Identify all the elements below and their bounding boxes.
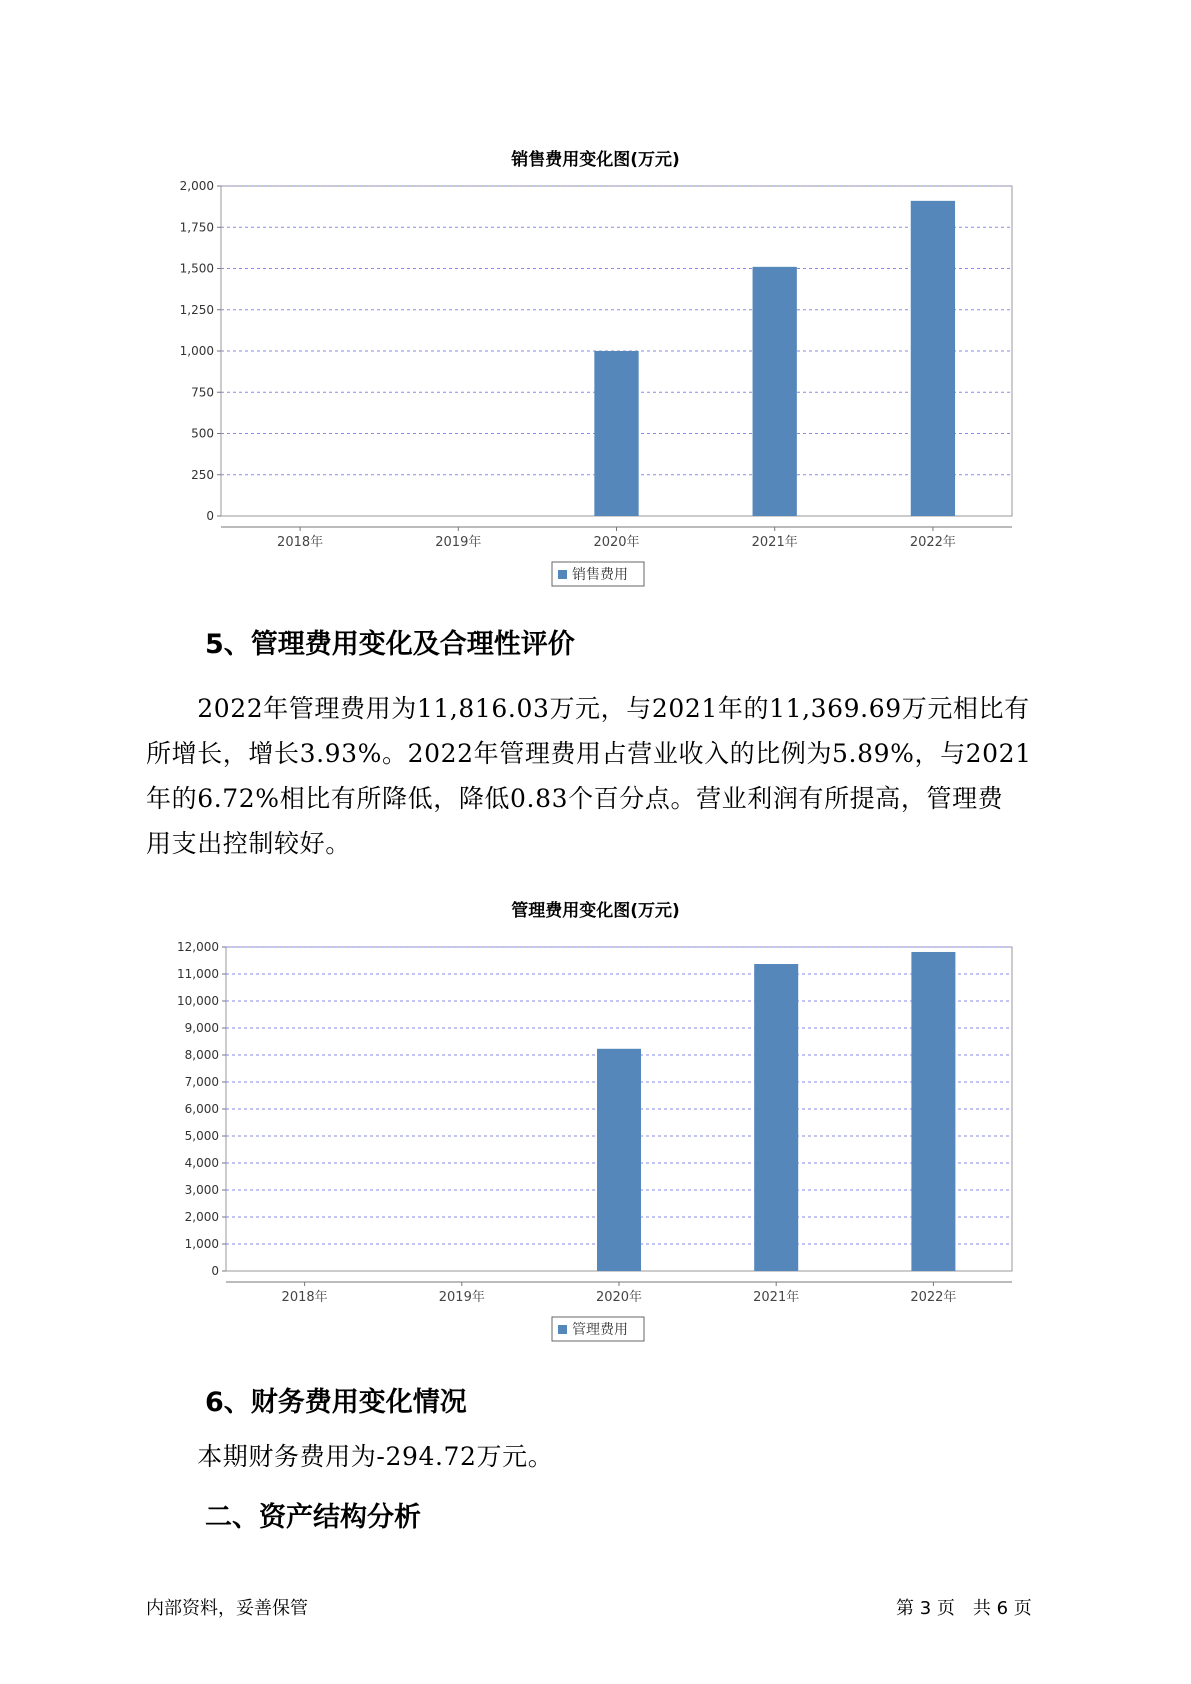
y-tick-label: 0 <box>211 1264 219 1278</box>
paragraph-line: 所增长，增长3.93%。2022年管理费用占营业收入的比例为5.89%，与2021 <box>146 739 1032 768</box>
x-tick-label: 2022年 <box>910 1290 957 1305</box>
bar <box>597 1049 641 1271</box>
x-tick-label: 2019年 <box>438 1290 485 1305</box>
x-tick-label: 2019年 <box>435 535 482 550</box>
y-tick-label: 12,000 <box>177 940 219 954</box>
y-tick-label: 500 <box>191 426 214 441</box>
y-tick-label: 8,000 <box>184 1048 219 1062</box>
paragraph-line: 用支出控制较好。 <box>146 829 351 858</box>
bar <box>911 201 955 516</box>
section-asset-structure-heading: 二、资产结构分析 <box>205 1502 421 1533</box>
y-tick-label: 7,000 <box>184 1075 219 1089</box>
paragraph-line: 2022年管理费用为11,816.03万元，与2021年的11,369.69万元相比有 <box>146 694 1030 723</box>
y-tick-label: 4,000 <box>184 1156 219 1170</box>
sales-expense-chart-title: 销售费用变化图(万元) <box>511 150 680 170</box>
bar <box>753 267 797 516</box>
y-tick-label: 9,000 <box>184 1021 219 1035</box>
sales-expense-chart <box>0 0 1191 600</box>
y-tick-label: 11,000 <box>177 967 219 981</box>
section-5-paragraph <box>146 686 1046 866</box>
bar <box>754 964 798 1271</box>
paragraph-line: 年的6.72%相比有所降低，降低0.83个百分点。营业利润有所提高，管理费 <box>146 784 1004 813</box>
chart-legend <box>552 562 644 586</box>
footer-confidential-note: 内部资料，妥善保管 <box>146 1598 308 1619</box>
admin-expense-chart-title: 管理费用变化图(万元) <box>511 901 680 921</box>
legend-swatch <box>558 570 567 579</box>
footer-page-number: 第 3 页 共 6 页 <box>896 1598 1032 1619</box>
bar <box>594 351 638 516</box>
x-tick-label: 2022年 <box>909 535 956 550</box>
chart-legend <box>552 1317 644 1341</box>
section-6-text: 本期财务费用为-294.72万元。 <box>146 1442 554 1471</box>
y-tick-label: 2,000 <box>184 1210 219 1224</box>
y-tick-label: 1,000 <box>184 1237 219 1251</box>
y-tick-label: 10,000 <box>177 994 219 1008</box>
bar <box>911 952 955 1271</box>
x-tick-label: 2020年 <box>595 1290 643 1305</box>
x-tick-label: 2018年 <box>281 1290 328 1305</box>
y-tick-label: 750 <box>191 385 214 400</box>
y-tick-label: 1,000 <box>179 344 214 358</box>
admin-expense-chart <box>0 920 1191 1360</box>
y-tick-label: 0 <box>206 509 214 523</box>
y-tick-label: 1,250 <box>179 302 214 317</box>
x-tick-label: 2021年 <box>753 1290 800 1305</box>
x-tick-label: 2021年 <box>751 535 798 550</box>
legend-label: 管理费用 <box>572 1322 628 1338</box>
section-5-heading: 5、管理费用变化及合理性评价 <box>205 629 575 660</box>
x-tick-label: 2018年 <box>277 535 324 550</box>
y-tick-label: 250 <box>191 467 214 482</box>
legend-label: 销售费用 <box>572 567 628 583</box>
section-6-heading: 6、财务费用变化情况 <box>205 1387 467 1418</box>
y-tick-label: 6,000 <box>184 1102 219 1116</box>
x-tick-label: 2020年 <box>593 535 640 550</box>
y-tick-label: 3,000 <box>184 1183 219 1197</box>
y-tick-label: 5,000 <box>184 1129 219 1143</box>
y-tick-label: 1,500 <box>179 261 214 276</box>
y-tick-label: 1,750 <box>179 220 214 235</box>
y-tick-label: 2,000 <box>179 179 214 193</box>
legend-swatch <box>558 1325 567 1334</box>
